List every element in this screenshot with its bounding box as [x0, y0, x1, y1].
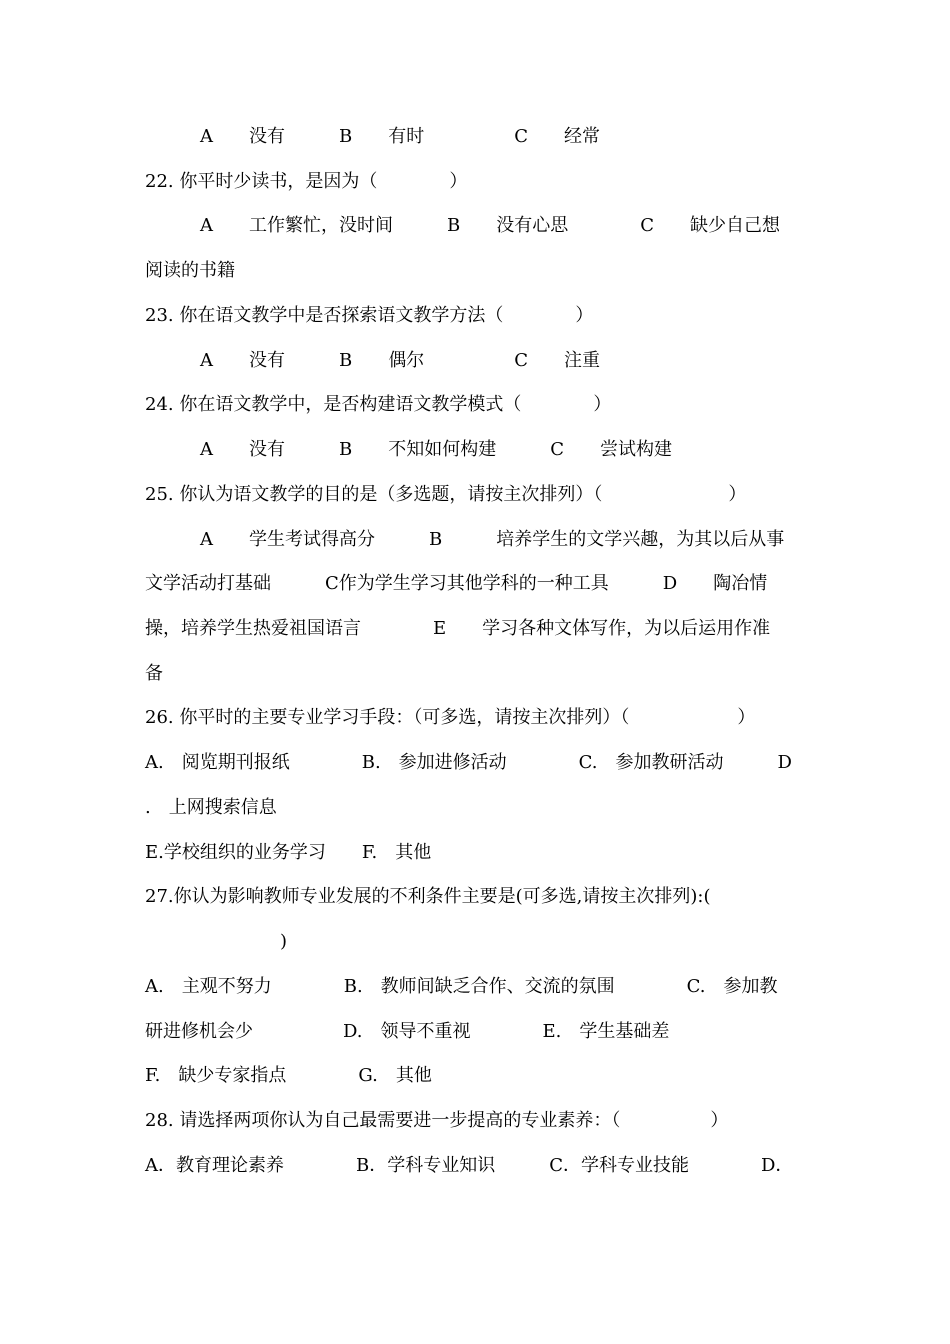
q21-options: A 没有 B 有时 C 经常	[200, 126, 600, 147]
q26-options-line3: E.学校组织的业务学习 F. 其他	[145, 842, 432, 863]
q24-question: 24. 你在语文教学中，是否构建语文教学模式（ ）	[145, 394, 612, 415]
q28-options: A．教育理论素养 B．学科专业知识 C．学科专业技能 D．	[145, 1155, 794, 1176]
q26-options-line2: . 上网搜索信息	[145, 797, 277, 818]
q23-question: 23. 你在语文教学中是否探索语文教学方法（ ）	[145, 305, 594, 326]
q27-options-line3: F. 缺少专家指点 G. 其他	[145, 1065, 432, 1086]
q23-options: A 没有 B 偶尔 C 注重	[200, 350, 600, 371]
q27-question-close: )	[280, 931, 288, 952]
q25-options-line4: 备	[145, 663, 163, 684]
q28-question: 28. 请选择两项你认为自己最需要进一步提高的专业素养：（ ）	[145, 1110, 729, 1131]
q27-options-line2: 研进修机会少 D. 领导不重视 E. 学生基础差	[145, 1021, 670, 1042]
q27-question: 27.你认为影响教师专业发展的不利条件主要是(可多选,请按主次排列):(	[145, 886, 711, 907]
q25-question: 25. 你认为语文教学的目的是（多选题，请按主次排列）（ ）	[145, 484, 747, 505]
q26-options-line1: A. 阅览期刊报纸 B. 参加进修活动 C. 参加教研活动 D	[145, 752, 792, 773]
q25-options-line3: 操，培养学生热爱祖国语言 E 学习各种文体写作，为以后运用作准	[145, 618, 771, 639]
q26-question: 26. 你平时的主要专业学习手段：（可多选，请按主次排列）（ ）	[145, 707, 756, 728]
q27-options-line1: A. 主观不努力 B. 教师间缺乏合作、交流的氛围 C. 参加教	[145, 976, 778, 997]
q22-options-cont: 阅读的书籍	[145, 260, 235, 281]
q22-options: A 工作繁忙，没时间 B 没有心思 C 缺少自己想	[200, 215, 780, 236]
q22-question: 22. 你平时少读书，是因为（ ）	[145, 171, 468, 192]
q24-options: A 没有 B 不知如何构建 C 尝试构建	[200, 439, 672, 460]
q25-options-line2: 文学活动打基础 C作为学生学习其他学科的一种工具 D 陶冶情	[145, 573, 768, 594]
q25-options-line1: A 学生考试得高分 B 培养学生的文学兴趣，为其以后从事	[200, 529, 785, 550]
